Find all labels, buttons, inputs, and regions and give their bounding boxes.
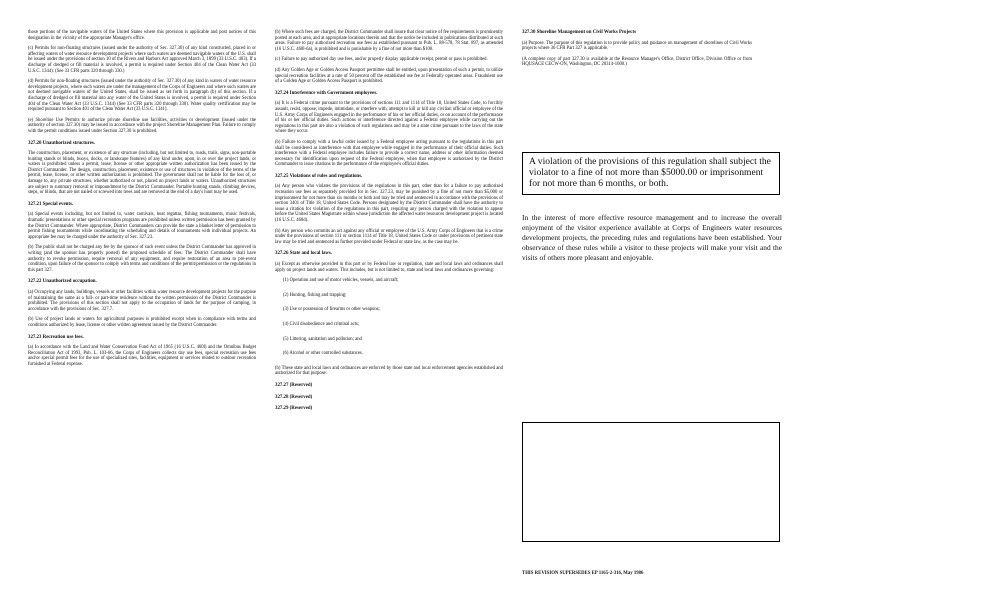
paragraph-25b: (b) Any person who commits an act against any official or employee of the U.S. Army Corps of Engineers that is a crime under the provisions of section 111 or section 1114 of Title 18, United States Code or under provisions of pertinent state law may be tried and sentenced as further provided under Federal or state law, as the case may be. <box>275 228 503 245</box>
list-item-1: (1) Operation and use of motor vehicles, vessels, and aircraft; <box>283 278 399 284</box>
column-right <box>522 30 752 73</box>
heading-327-25: 327.25 Violations of rules and regulations. <box>275 173 363 179</box>
paragraph-19c: (c) Permits for non-floating structures (issued under the authority of Sec. 327.30) of any kind constructed, placed in or affecting waters of water resource development projects where such waters are deemed navigable waters of the U.S. shall be issued under the provisions of section 10 of the Rivers and Harbors Act approved March 3, 1899 (33 U.S.C. 403). If a discharge of dredged or fill material is involved, a permit is required under Section 404 of the Clean Water Act (33 U.S.C. 1344). (See 33 CFR parts 320 through 330.) <box>28 46 256 74</box>
paragraph-25a: (a) Any person who violates the provisions of the regulations in this part, other than for a failure to pay authorized recreation use fees as separately provided for in Sec. 327.23, may be punished by a fine of not more than $5,000 or imprisonment for not more than six months or both and may be tried and sentenced in accordance with the provisions of section 3401 of Title 18, United States Code. Persons designated by the District Commander shall have the authority to issue a citation for violation of the regulations in this part, requiring any person charged with the violation to appear before the United States Magistrate within whose jurisdiction the affected water resources development project is located (16 U.S.C. 460d). <box>275 184 503 224</box>
paragraph-22a: (a) Occupying any lands, buildings, vessels or other facilities within water resource development projects for the purpose of maintaining the same as a full- or part-time residence without the written permission of the District Commander is prohibited. The provisions of this section shall not apply to the occupation of lands for the purpose of camping, in accordance with the provisions of Sec. 327.7. <box>28 289 256 312</box>
paragraph-26a: (a) Except as otherwise provided in this part or by Federal law or regulation, state and local laws and ordinances shall apply on project lands and waters. This includes, but is not limited to, state and local laws and ordinances governing: <box>275 262 503 273</box>
paragraph-24a: (a) It is a Federal crime pursuant to the provisions of sections 111 and 1114 of Title 18, United States Code, to forcibly assault, resist, oppose, impede, intimidate, or interfere with, attempt to kill or kill any civilian official or employee of the U.S. Army Corps of Engineers engaged in the performance of his or her official duties, or on account of the performance of his or her official duties. Such actions or interference directed against a Federal employee while carrying out the regulations in this part are also a violation of such regulations and may be a state crime pursuant to the laws of the state where they occur. <box>275 101 503 135</box>
blank-box <box>522 422 780 542</box>
heading-327-28: 327.28 (Reserved) <box>275 394 313 400</box>
heading-327-22: 327.22 Unauthorized occupation. <box>28 279 97 285</box>
paragraph-copy-note: (A complete copy of part 327.30 is available at the Resource Manager's Office, District Office, Division Office or from HQUSACE CECW-ON, Washington, DC 20314-1000.) <box>522 56 752 68</box>
visitor-enjoyment-paragraph: In the interest of more effective resource management and to increase the overall enjoyment of the visitor experience available at Corps of Engineers water resources development projects, the preceding rules and regulations have been established. Your observance of these rules while a visitor to these projects will make your visit and the visits of others more pleasant and enjoyable. <box>522 213 782 262</box>
heading-327-24: 327.24 Interference with Government employees. <box>275 90 378 96</box>
list-item-4: (4) Civil disobedience and criminal acts; <box>283 321 360 327</box>
paragraph-23b: (b) Where such fees are charged, the District Commander shall insure that clear notice of fee requirements is prominently posted at each area, and at appropriate locations therein and that the notice be included in publications distributed at such areas. Failure to pay authorized recreation use fees as established pursuant to Pub. L. 88-578, 78 Stat. 897, as amended (16 U.S.C. 460l-6a), is prohibited and is punishable by a fine of not more than $100. <box>275 30 503 52</box>
paragraph-19d: (d) Permits for non-floating structures (issued under the authority of Sec. 327.30) of any kind in waters of water resource development projects, where such waters are under the management of the Corps of Engineers and where such waters are not deemed navigable waters of the United States, shall be issued as set forth in paragraph (b) of this section. If a discharge of dredged or fill material into any water of the United States is involved, a permit is required under Section 404 of the Clean Water Act (33 U.S.C. 1344) (See 33 CFR parts 320 through 330). Water quality certification may be required pursuant to Section 401 of the Clean Water Act (33 U.S.C. 1341). <box>28 79 256 113</box>
list-item-2: (2) Hunting, fishing and trapping; <box>283 292 347 298</box>
heading-327-26: 327.26 State and local laws. <box>275 251 333 257</box>
paragraph-intro: those portions of the navigable waters of the United States where this provision is applicable and post notices of this designation in the vicinity of the appropriate Manager's office. <box>28 30 256 41</box>
heading-327-29: 327.29 (Reserved) <box>275 406 313 412</box>
paragraph-21b: (b) The public shall not be charged any fee by the sponsor of such event unless the District Commander has approved in writing (and the sponsor has properly posted) the proposed schedule of fees. The District Commander shall have authority to revoke permission, require removal of any equipment, and require restoration of an area to pre-event condition, upon failure of the sponsor to comply with terms and conditions of the permit/permission or the regulations in this part 327. <box>28 245 256 273</box>
list-item-5: (5) Littering, sanitation and pollution; and <box>283 336 362 342</box>
violation-notice-box: A violation of the provisions of this regulation shall subject the violator to a fine of not more than $5000.00 or imprisonment for not more than 6 months, or both. <box>522 152 780 195</box>
heading-327-21: 327.21 Special events. <box>28 201 74 207</box>
list-item-6: (6) Alcohol or other controlled substances. <box>283 351 363 357</box>
paragraph-21a: (a) Special events including, but not limited to, water carnivals, boat regattas, fishing tournaments, music festivals, dramatic presentations or other special recreation programs are prohibited unless written permission has been granted by the District Commander. Where appropriate, District Commanders can provide the state a blanket letter of permission to permit fishing tournaments while coordinating the scheduling and details of tournaments with individual projects. An appropriate fee may be charged under the authority of Sec. 327.23. <box>28 212 256 240</box>
heading-327-20: 327.20 Unauthorized structures. <box>28 140 96 146</box>
paragraph-23c: (c) Failure to pay authorized day use fees, and/or properly display applicable receipt, permit or pass is prohibited. <box>275 57 488 63</box>
heading-327-23: 327.23 Recreation use fees. <box>28 334 84 340</box>
paragraph-30a: (a) Purpose. The purpose of this regulation is to provide policy and guidance on management of shorelines of Civil Works projects where 36 CFR Part 327 is applicable. <box>522 40 752 52</box>
paragraph-19e: (e) Shoreline Use Permits to authorize private shoreline use facilities, activities or development (issued under the authority of section 327.30) may be issued in accordance with the project Shoreline Management Plan. Failure to comply with the permit conditions issued under Section 327.30 is prohibited. <box>28 117 256 134</box>
heading-327-30: 327.30 Shoreline Management on Civil Works Projects <box>522 30 636 35</box>
paragraph-22b: (b) Use of project lands or waters for agricultural purposes is prohibited except when in compliance with terms and conditions authorized by lease, license or other written agreement issued by the District Commander. <box>28 317 256 328</box>
column-left <box>28 30 256 373</box>
paragraph-20: The construction, placement, or existence of any structure (including, but not limited to, roads, trails, signs, non-portable hunting stands or blinds, buoys, docks, or landscape features) of any kind under, upon, in or over the project lands, or waters is prohibited unless a permit, lease, license or other appropriate written authorization has been issued by the District Commander. The design, construction, placement, existence or use of structures in violation of the terms of the permit, lease, license, or other written authorization is prohibited. The government shall not be liable for the loss of, or damage to, any private structures, whether authorized or not, placed on project lands or waters. Unauthorized structures are subject to summary removal or impoundment by the District Commander. Portable hunting stands, climbing devices, steps, or blinds, that are not nailed or screwed into trees and are removed at the end of a day's hunt may be used. <box>28 151 256 196</box>
paragraph-24b: (b) Failure to comply with a lawful order issued by a Federal employee acting pursuant to the regulations in this part shall be considered as interference with that employee while engaged in the performance of their official duties. Such interference with a Federal employee includes failure to provide a correct name, address or other information deemed necessary for identification upon request of the Federal employee, when that employee is authorized by the District Commander to issue citations in the performance of the employee's official duties. <box>275 139 503 168</box>
paragraph-23d: (d) Any Golden Age or Golden Access Passport permittee shall be entitled, upon presentation of such a permit, to utilize special recreation facilities at a rate of 50 percent off the established use fee at Federally operated areas. Fraudulent use of a Golden Age or Golden Access Passport is prohibited. <box>275 67 503 85</box>
heading-327-27: 327.27 (Reserved) <box>275 382 313 388</box>
supersedes-notice: THIS REVISION SUPERSEDES EP 1165-2-316, May 1986 <box>522 571 644 576</box>
paragraph-23a: (a) In accordance with the Land and Water Conservation Fund Act of 1965 (16 U.S.C. 460l) and the Omnibus Budget Reconciliation Act of 1993, Pub. L. 103-66, the Corps of Engineers collects day use fees, special recreation use fees and/or special permit fees for the use of specialized sites, facilities, equipment or services related to outdoor recreation furnished at Federal expense. <box>28 345 256 367</box>
paragraph-26b: (b) These state and local laws and ordinances are enforced by those state and local enforcement agencies established and authorized for that purpose. <box>275 365 503 377</box>
list-item-3: (3) Use or possession of firearms or other weapons; <box>283 307 380 313</box>
column-middle <box>275 30 503 417</box>
